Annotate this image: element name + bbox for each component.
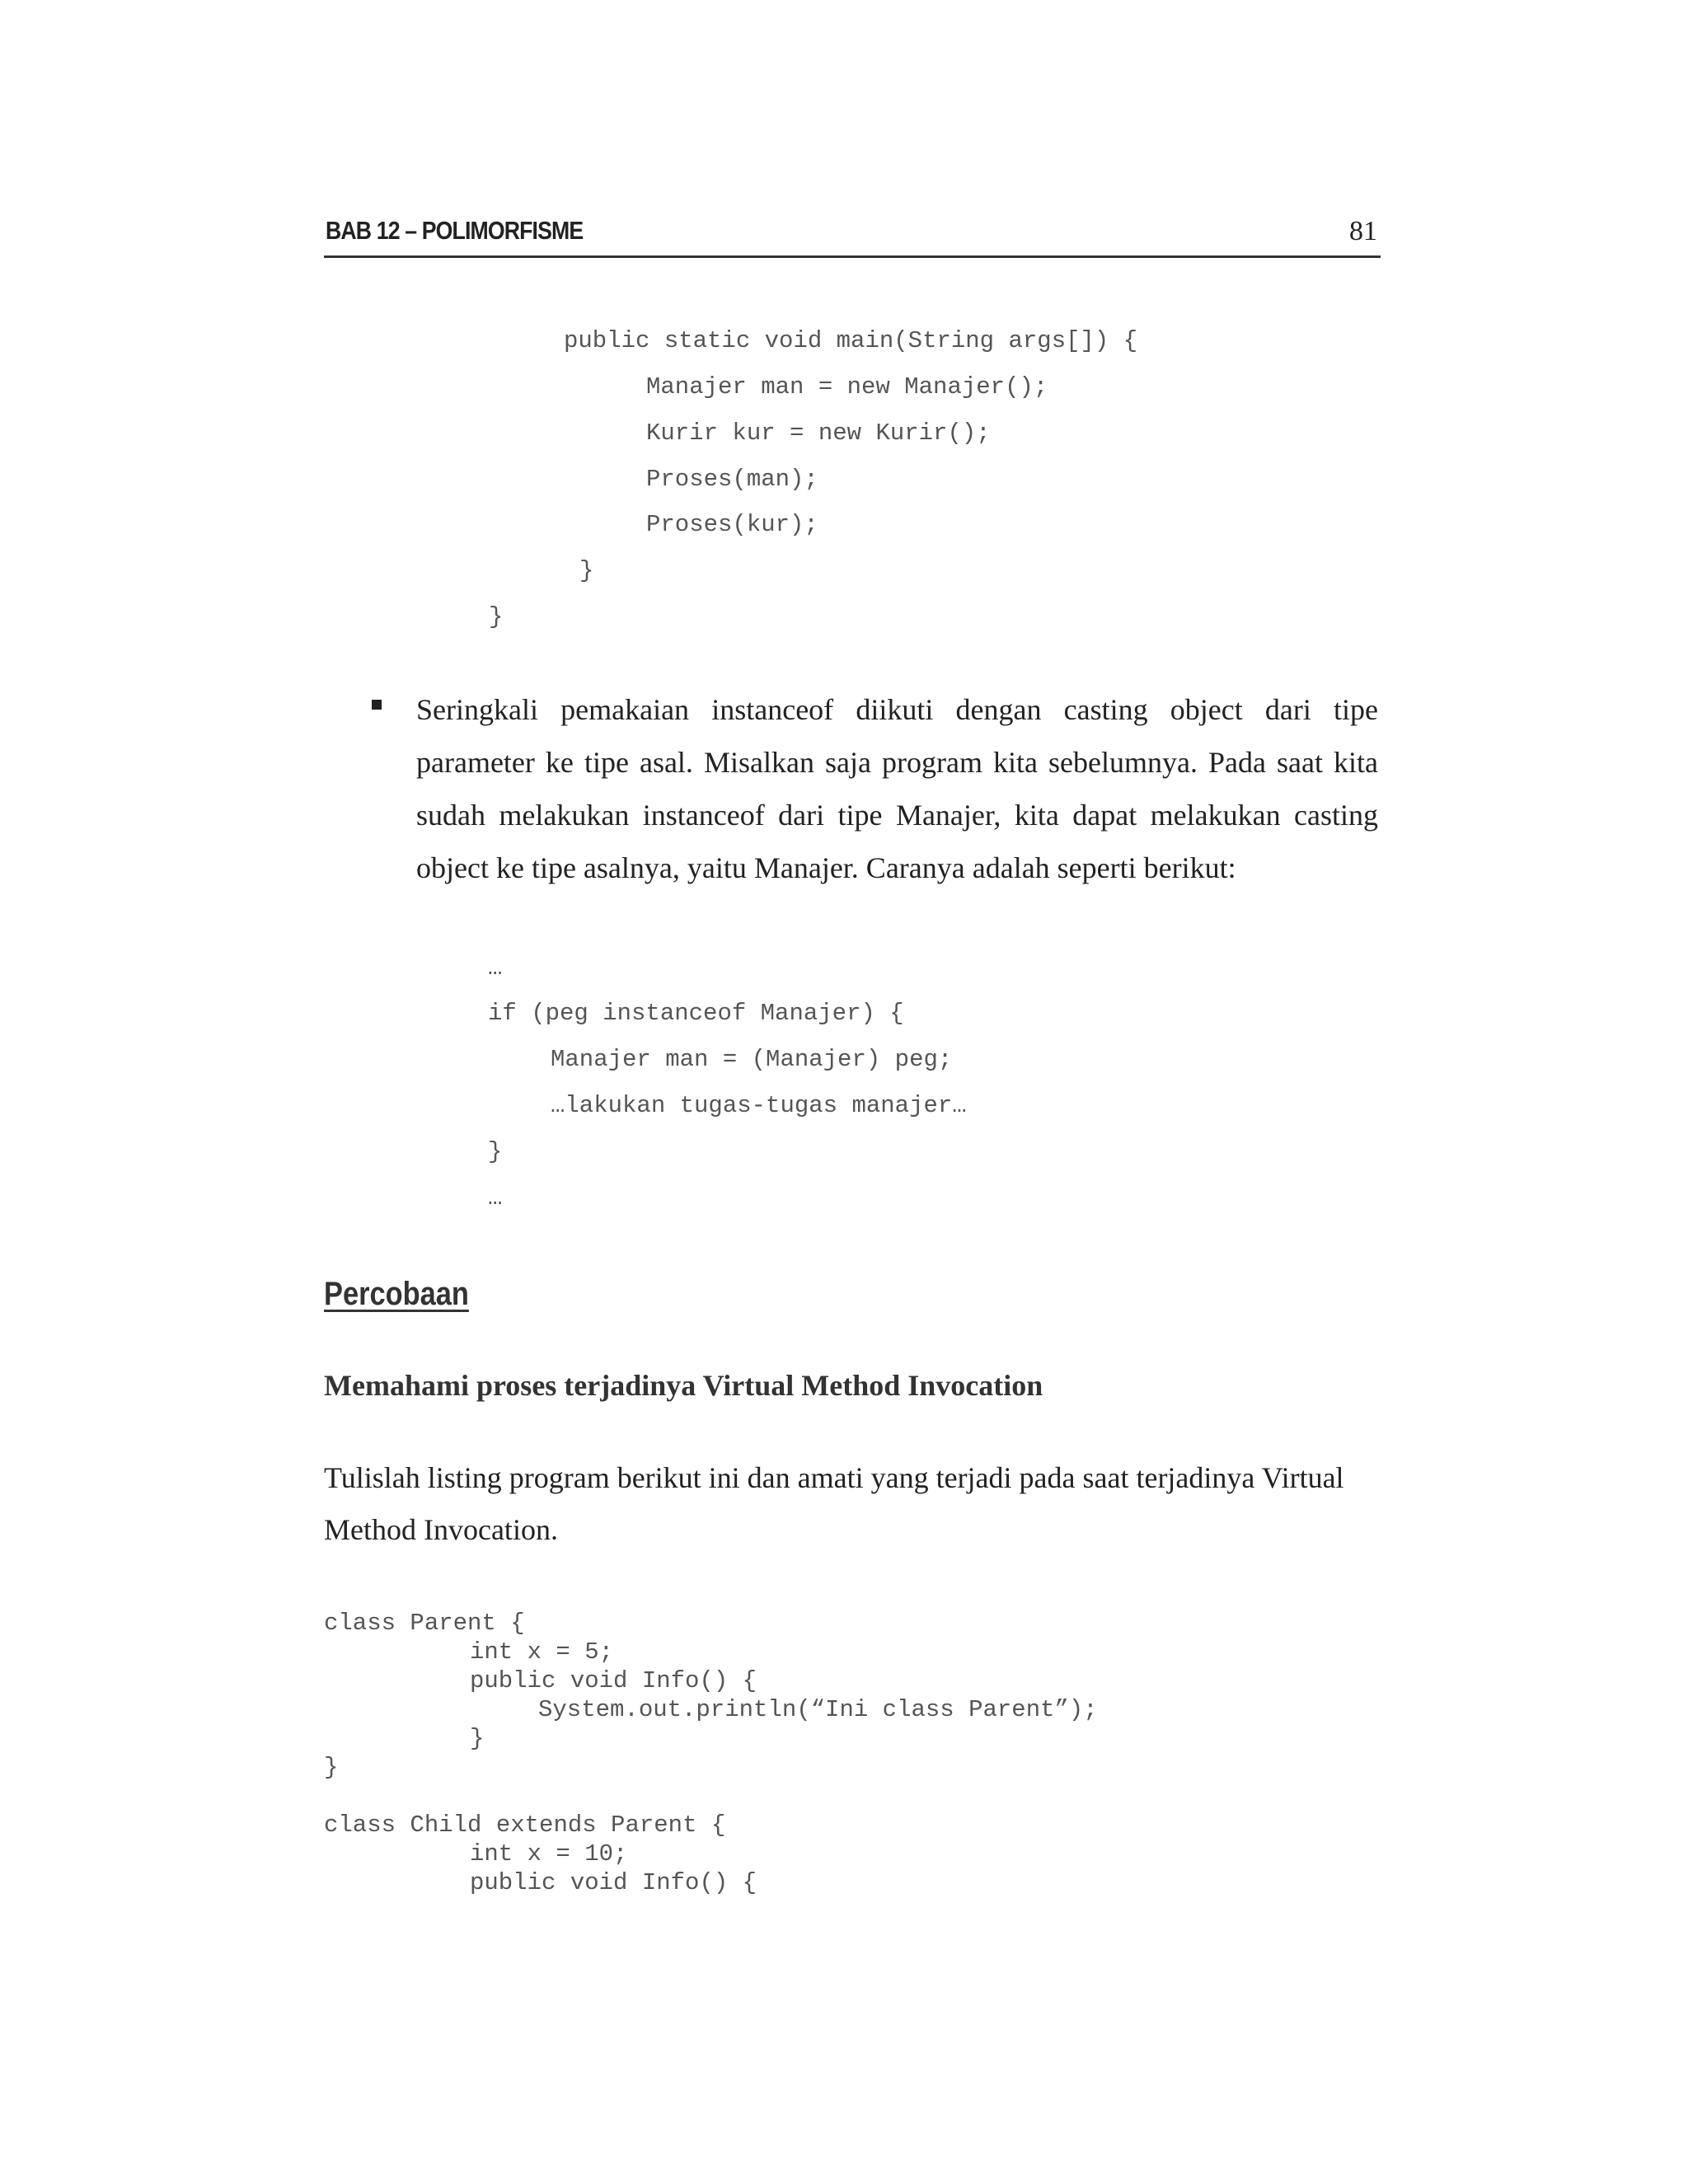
code-line: class Child extends Parent {: [324, 1811, 726, 1839]
code-line: public static void main(String args[]) {: [564, 327, 1138, 354]
code-line: int x = 5;: [470, 1638, 614, 1666]
bullet-text: Seringkali pemakaian instanceof diikuti dengan casting object dari tipe parameter ke tipe asal. Misalkan saja program kita sebelumnya. Pada saat kita sudah melakukan instanceof dari tipe Manajer, kita dapat melakukan casting object ke tipe asalnya, yaitu Manajer. Caranya adalah seperti berikut:: [416, 693, 1378, 884]
code-line: …: [488, 1184, 503, 1212]
code-line: }: [470, 1725, 485, 1752]
code-line: if (peg instanceof Manajer) {: [488, 1000, 904, 1027]
body-paragraph: Tulislah listing program berikut ini dan amati yang terjadi pada saat terjadinya Virtual Method Invocation.: [324, 1461, 1344, 1546]
code-line: …: [488, 954, 503, 982]
chapter-title: BAB 12 – POLIMORFISME: [326, 216, 584, 245]
page-number: 81: [1349, 216, 1377, 246]
code-line: }: [579, 557, 594, 584]
code-line: public void Info() {: [470, 1667, 757, 1694]
code-line: }: [324, 1754, 339, 1781]
bullet-square-icon: [372, 700, 382, 710]
code-line: Manajer man = (Manajer) peg;: [551, 1046, 953, 1073]
code-line: Kurir kur = new Kurir();: [646, 419, 991, 447]
sub-heading: Memahami proses terjadinya Virtual Method Invocation: [324, 1369, 1043, 1402]
section-heading: Percobaan: [324, 1276, 469, 1312]
code-line: Proses(kur);: [646, 511, 818, 538]
code-line: int x = 10;: [470, 1840, 628, 1868]
code-line: class Parent {: [324, 1610, 525, 1637]
code-line: public void Info() {: [470, 1869, 757, 1896]
code-line: …lakukan tugas-tugas manajer…: [551, 1092, 967, 1119]
running-header: [324, 216, 1381, 258]
code-line: }: [489, 603, 504, 630]
code-line: Manajer man = new Manajer();: [646, 373, 1048, 401]
code-line: Proses(man);: [646, 466, 818, 493]
code-line: System.out.println(“Ini class Parent”);: [538, 1696, 1098, 1723]
code-line: }: [488, 1138, 503, 1165]
